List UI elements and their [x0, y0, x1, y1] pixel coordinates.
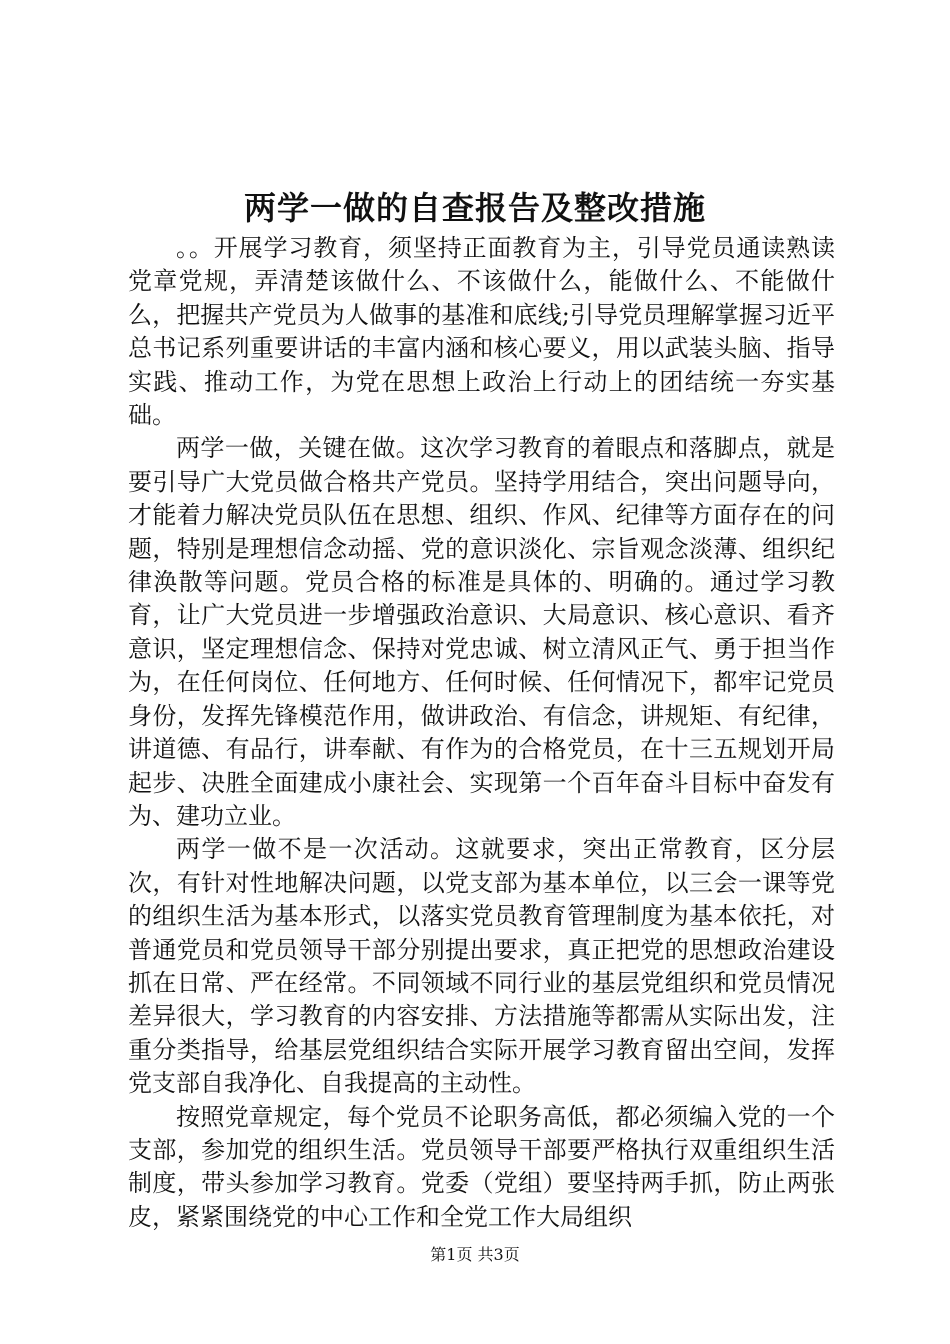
paragraph: 按照党章规定，每个党员不论职务高低，都必须编入党的一个支部，参加党的组织生活。党员领导干部要严格执行双重组织生活制度，带头参加学习教育。党委（党组）要坚持两手抓，防止两张皮，紧紧围绕党的中心工作和全党工作大局组织	[128, 1102, 835, 1231]
paragraph: 两学一做不是一次活动。这就要求，突出正常教育，区分层次，有针对性地解决问题，以党支部为基本单位，以三会一课等党的组织生活为基本形式，以落实党员教育管理制度为基本依托，对普通党员和党员领导干部分别提出要求，真正把党的思想政治建设抓在日常、严在经常。不同领域不同行业的基层党组织和党员情况差异很大，学习教育的内容安排、方法措施等都需从实际出发，注重分类指导，给基层党组织结合实际开展学习教育留出空间，发挥党支部自我净化、自我提高的主动性。	[128, 835, 835, 1098]
paragraph: 两学一做，关键在做。这次学习教育的着眼点和落脚点，就是要引导广大党员做合格共产党员。坚持学用结合，突出问题导向，才能着力解决党员队伍在思想、组织、作风、纪律等方面存在的问题，特别是理想信念动摇、党的意识淡化、宗旨观念淡薄、组织纪律涣散等问题。党员合格的标准是具体的、明确的。通过学习教育，让广大党员进一步增强政治意识、大局意识、核心意识、看齐意识，坚定理想信念、保持对党忠诚、树立清风正气、勇于担当作为，在任何岗位、任何地方、任何时候、任何情况下，都牢记党员身份，发挥先锋模范作用，做讲政治、有信念，讲规矩、有纪律，讲道德、有品行，讲奉献、有作为的合格党员，在十三五规划开局起步、决胜全面建成小康社会、实现第一个百年奋斗目标中奋发有为、建功立业。	[128, 434, 835, 830]
page-footer: 第1页 共3页	[430, 1245, 520, 1264]
paragraph: 。。开展学习教育，须坚持正面教育为主，引导党员通读熟读党章党规，弄清楚该做什么、不该做什么，能做什么、不能做什么，把握共产党员为人做事的基准和底线;引导党员理解掌握习近平总书记系列重要讲话的丰富内涵和核心要义，用以武装头脑、指导实践、推动工作，为党在思想上政治上行动上的团结统一夯实基础。	[128, 234, 835, 430]
document-title: 两学一做的自查报告及整改措施	[243, 189, 706, 227]
document-body	[128, 232, 835, 1234]
